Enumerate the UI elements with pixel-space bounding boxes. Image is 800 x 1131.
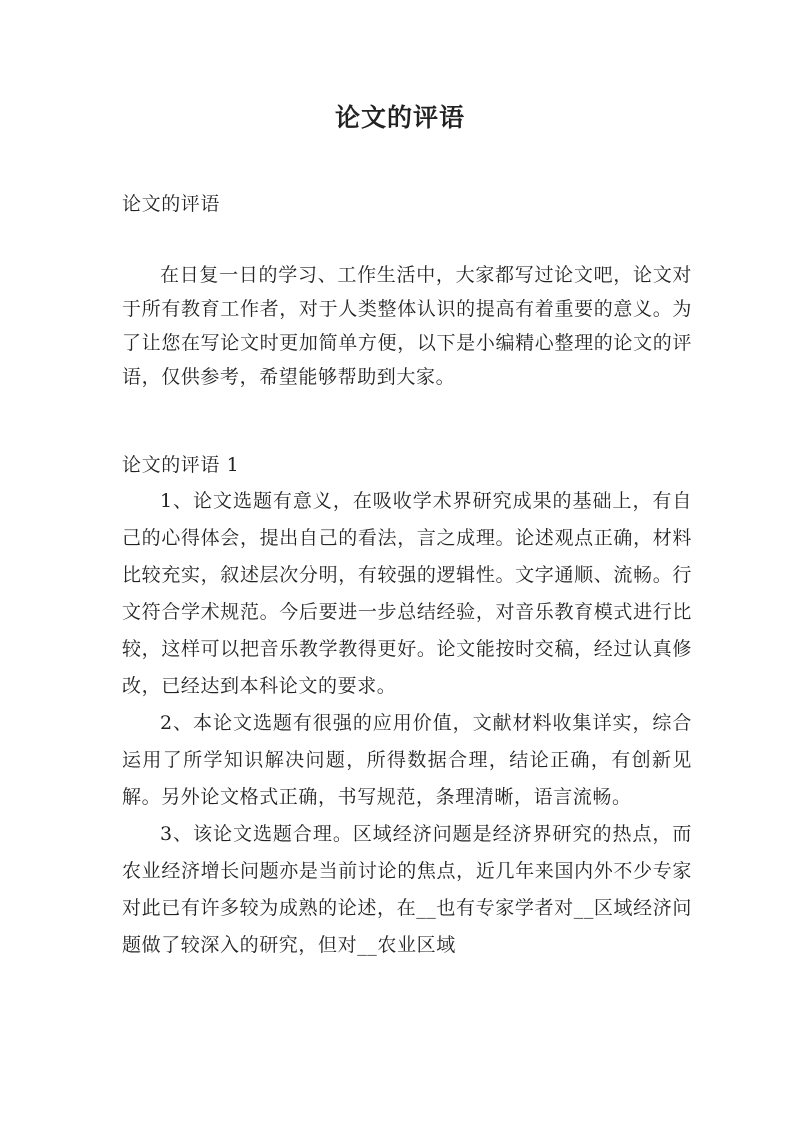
comment-list: [122, 483, 692, 964]
comment-item-1: 1、论文选题有意义，在吸收学术界研究成果的基础上，有自己的心得体会，提出自己的看法，言之成理。论述观点正确，材料比较充实，叙述层次分明，有较强的逻辑性。文字通顺、流畅。行文符合学术规范。今后要进一步总结经验，对音乐教育模式进行比较，这样可以把音乐教学教得更好。论文能按时交稿，经过认真修改，已经达到本科论文的要求。: [122, 490, 692, 697]
comment-item-3: 3、该论文选题合理。区域经济问题是经济界研究的热点，而农业经济增长问题亦是当前讨论的焦点，近几年来国内外不少专家对此已有许多较为成熟的论述，在__也有专家学者对__区域经济问题做了较深入的研究，但对__农业区域: [122, 823, 692, 956]
comment-item-2: 2、本论文选题有很强的应用价值，文献材料收集详实，综合运用了所学知识解决问题，所得数据合理，结论正确，有创新见解。另外论文格式正确，书写规范，条理清晰，语言流畅。: [122, 712, 692, 808]
document-title: 论文的评语: [334, 103, 465, 132]
intro-paragraph: 在日复一日的学习、工作生活中，大家都写过论文吧，论文对于所有教育工作者，对于人类整体认识的提高有着重要的意义。为了让您在写论文时更加简单方便，以下是小编精心整理的论文的评语，仅供参考，希望能够帮助到大家。: [122, 264, 692, 388]
section-heading: 论文的评语 1: [122, 454, 240, 476]
document-subtitle: 论文的评语: [122, 193, 221, 215]
